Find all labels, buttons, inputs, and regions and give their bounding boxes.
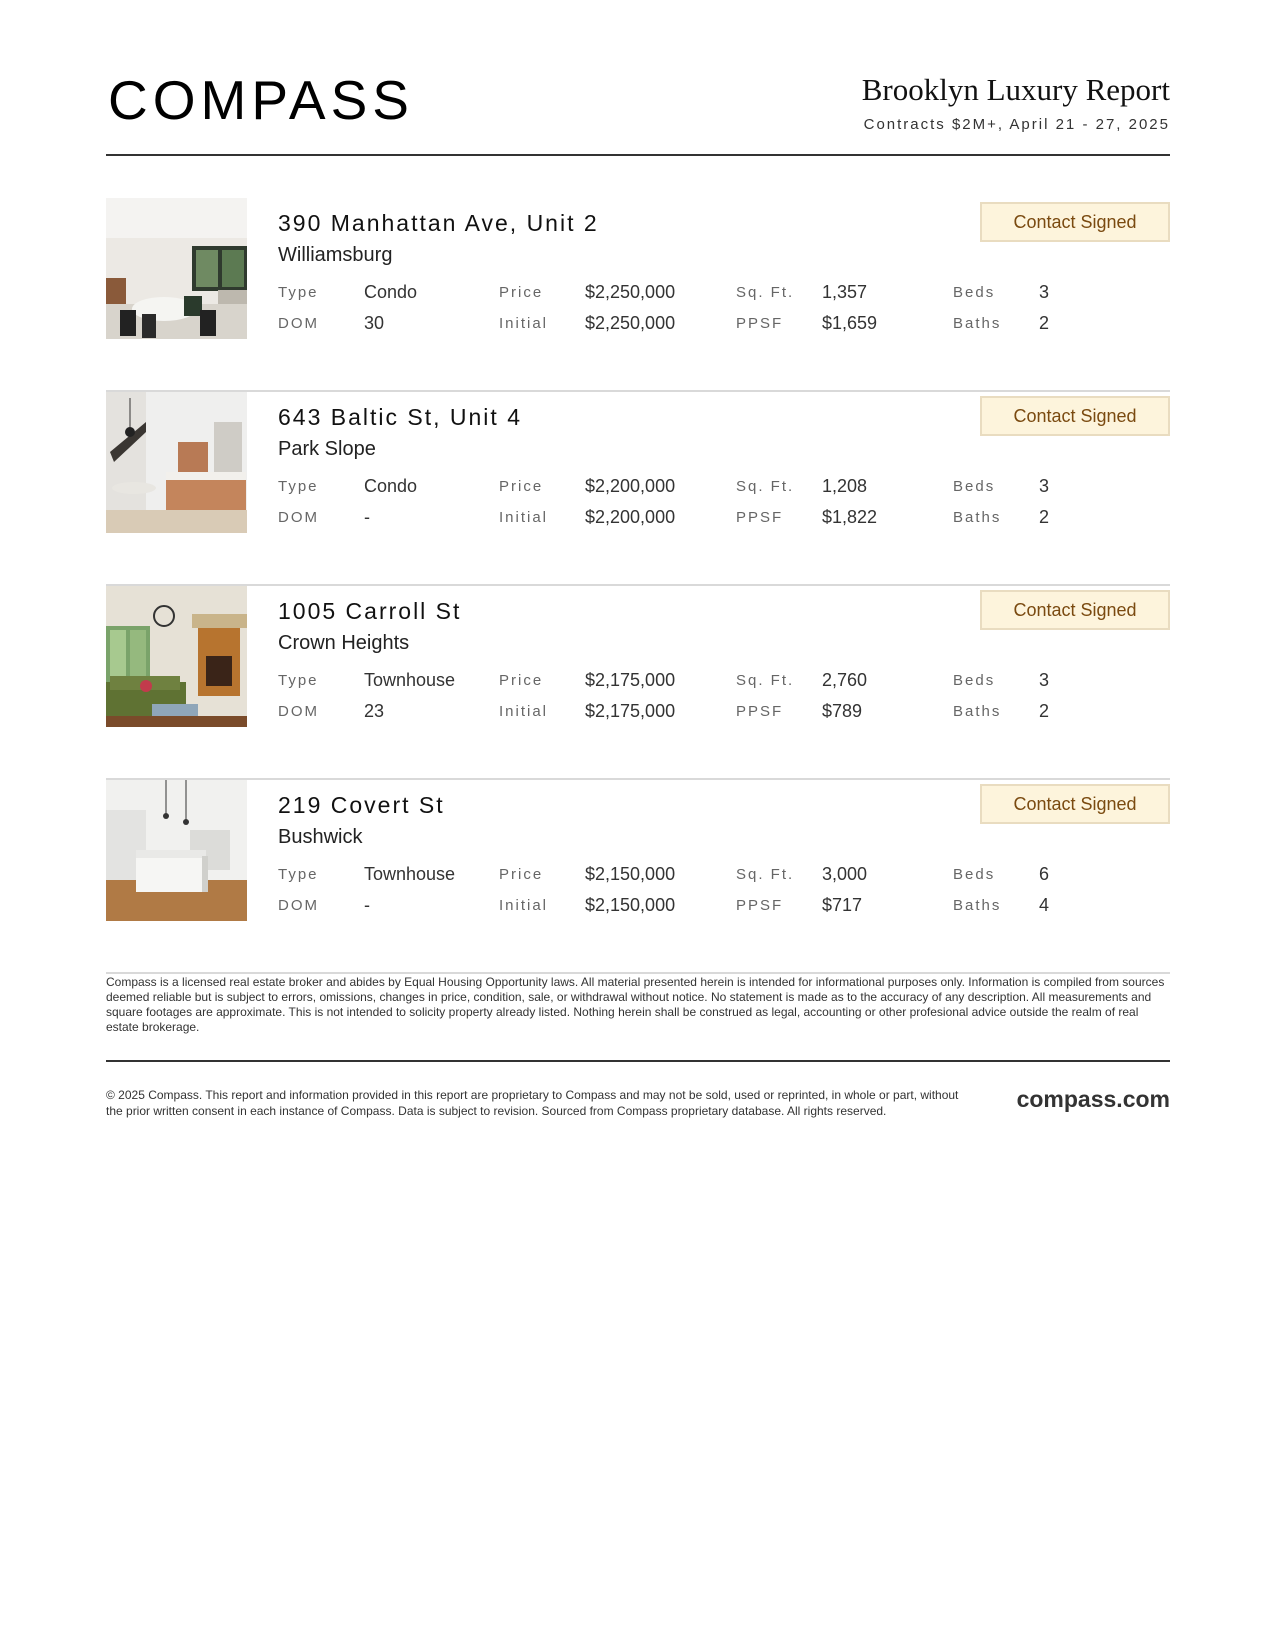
listing-address: 643 Baltic St, Unit 4 [278,404,522,430]
listing-divider [106,972,1170,974]
price-label: Price [499,866,544,883]
ppsf-value: $1,822 [822,507,878,527]
beds-label: Beds [953,866,996,883]
initial-label: Initial [499,703,549,720]
type-label: Type [278,672,319,689]
dom-value: 23 [364,701,385,721]
price-value: $2,175,000 [585,670,676,690]
listing-stats [278,282,1170,342]
dom-label: DOM [278,315,319,332]
ppsf-value: $717 [822,895,863,915]
type-value: Condo [364,476,418,496]
initial-label: Initial [499,509,549,526]
status-badge: Contact Signed [980,590,1170,630]
report-title: Brooklyn Luxury Report [861,72,1170,107]
report-subtitle: Contracts $2M+, April 21 - 27, 2025 [863,116,1170,133]
listing-stats [278,670,1170,730]
listing-card [106,198,1170,392]
sqft-value: 1,357 [822,282,868,302]
status-badge: Contact Signed [980,784,1170,824]
ppsf-value: $1,659 [822,313,878,333]
sqft-label: Sq. Ft. [736,866,795,883]
listing-address: 390 Manhattan Ave, Unit 2 [278,210,599,236]
beds-value: 3 [1039,670,1050,690]
listing-address: 219 Covert St [278,792,445,818]
sqft-value: 1,208 [822,476,868,496]
header-divider [106,154,1170,156]
sqft-label: Sq. Ft. [736,284,795,301]
ppsf-label: PPSF [736,897,784,914]
sqft-value: 2,760 [822,670,868,690]
report-header [106,0,1170,158]
website-link[interactable]: compass.com [1016,1086,1170,1112]
price-value: $2,200,000 [585,476,676,496]
ppsf-label: PPSF [736,315,784,332]
price-value: $2,250,000 [585,282,676,302]
status-badge: Contact Signed [980,202,1170,242]
beds-value: 3 [1039,476,1050,496]
initial-value: $2,200,000 [585,507,676,527]
compass-logo [108,69,428,131]
sqft-label: Sq. Ft. [736,478,795,495]
beds-value: 6 [1039,864,1050,884]
price-label: Price [499,478,544,495]
baths-value: 2 [1039,701,1050,721]
type-label: Type [278,284,319,301]
dom-value: 30 [364,313,385,333]
type-value: Condo [364,282,418,302]
type-label: Type [278,866,319,883]
initial-label: Initial [499,315,549,332]
sqft-value: 3,000 [822,864,868,884]
listing-neighborhood: Crown Heights [278,632,410,654]
ppsf-label: PPSF [736,703,784,720]
price-label: Price [499,284,544,301]
listing-photo [106,780,247,921]
listing-photo [106,198,247,339]
type-value: Townhouse [364,864,456,884]
listing-stats [278,864,1170,924]
listing-neighborhood: Williamsburg [278,244,393,266]
brand-wordmark: COMPASS [108,69,414,131]
sqft-label: Sq. Ft. [736,672,795,689]
initial-value: $2,250,000 [585,313,676,333]
initial-value: $2,175,000 [585,701,676,721]
initial-label: Initial [499,897,549,914]
legal-disclaimer: Compass is a licensed real estate broker and abides by Equal Housing Opportunity laws. All material presented herein is intended for informational purposes only. Information is compiled from sources deemed reliable but is subject to errors, omissions, changes in price, condition, sale, or withdrawal without notice. No statement is made as to the accuracy of any description. All measurements and square footages are approximate. This is not intended to solicity property already listed. Nothing herein shall be construed as legal, accounting or other profesional advice outside the realm of real estate brokerage. [106,975,1165,1034]
baths-label: Baths [953,897,1002,914]
dom-label: DOM [278,509,319,526]
beds-label: Beds [953,672,996,689]
listing-stats [278,476,1170,536]
baths-label: Baths [953,703,1002,720]
dom-value: - [364,507,370,527]
ppsf-value: $789 [822,701,863,721]
price-label: Price [499,672,544,689]
listing-neighborhood: Park Slope [278,438,376,460]
baths-value: 2 [1039,313,1050,333]
type-value: Townhouse [364,670,456,690]
baths-label: Baths [953,509,1002,526]
listing-card [106,392,1170,586]
dom-value: - [364,895,370,915]
listing-card [106,780,1170,974]
type-label: Type [278,478,319,495]
price-value: $2,150,000 [585,864,676,884]
ppsf-label: PPSF [736,509,784,526]
beds-label: Beds [953,478,996,495]
dom-label: DOM [278,897,319,914]
report-page [106,0,1170,1118]
listing-address: 1005 Carroll St [278,598,462,624]
baths-label: Baths [953,315,1002,332]
initial-value: $2,150,000 [585,895,676,915]
copyright-notice: © 2025 Compass. This report and information provided in this report are proprietary to Compass and may not be sold, used or reprinted, in whole or part, without the prior written consent in each instance of Compass. Data is subject to revision. Sourced from Compass proprietary database. All rights reserved. [106,1088,959,1118]
listing-card [106,586,1170,780]
dom-label: DOM [278,703,319,720]
baths-value: 2 [1039,507,1050,527]
status-badge: Contact Signed [980,396,1170,436]
listing-photo [106,392,247,533]
beds-value: 3 [1039,282,1050,302]
footer-divider [106,1060,1170,1062]
listing-photo [106,586,247,727]
beds-label: Beds [953,284,996,301]
listing-neighborhood: Bushwick [278,826,363,848]
baths-value: 4 [1039,895,1050,915]
